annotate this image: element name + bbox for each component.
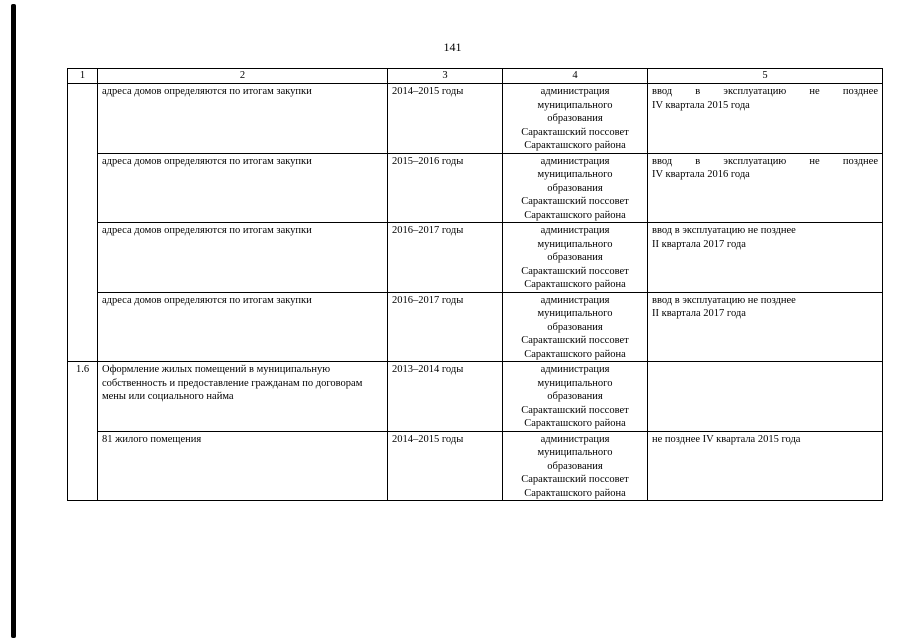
header-col-4: 4 bbox=[503, 69, 648, 84]
header-col-1: 1 bbox=[68, 69, 98, 84]
table-row bbox=[68, 153, 883, 223]
responsible-line: образования bbox=[547, 252, 603, 263]
description-cell: 81 жилого помещения bbox=[98, 431, 388, 501]
description-cell: адреса домов определяются по итогам закупки bbox=[98, 223, 388, 293]
period-cell: 2015–2016 годы bbox=[388, 153, 503, 223]
result-cell bbox=[648, 431, 883, 501]
table-row bbox=[68, 431, 883, 501]
result-cell bbox=[648, 153, 883, 223]
responsible-line: муниципального bbox=[537, 377, 613, 389]
responsible-line: образования bbox=[547, 113, 603, 124]
table-row bbox=[68, 223, 883, 293]
result-line: ввод в эксплуатацию не позднее bbox=[652, 155, 878, 167]
description-cell: адреса домов определяются по итогам закупки bbox=[98, 153, 388, 223]
result-line: ввод в эксплуатацию не позднее bbox=[652, 294, 796, 306]
result-cell bbox=[648, 223, 883, 293]
page-number: 141 bbox=[443, 40, 462, 54]
result-cell bbox=[648, 292, 883, 362]
row-number-cell: 1.6 bbox=[68, 362, 98, 501]
responsible-line: администрация bbox=[540, 294, 610, 306]
responsible-line: муниципального bbox=[537, 99, 613, 111]
result-cell bbox=[648, 362, 883, 432]
responsible-cell bbox=[503, 153, 648, 223]
responsible-line: Саракташского района bbox=[524, 487, 626, 499]
responsible-line: образования bbox=[547, 321, 603, 333]
header-col-2: 2 bbox=[98, 69, 388, 84]
responsible-line: муниципального bbox=[537, 447, 613, 458]
document-table bbox=[67, 68, 883, 501]
table-row bbox=[68, 292, 883, 362]
result-line: ввод в эксплуатацию не позднее bbox=[652, 86, 878, 97]
header-col-3: 3 bbox=[388, 69, 503, 84]
description-cell: адреса домов определяются по итогам закупки bbox=[98, 84, 388, 154]
result-line: ввод в эксплуатацию не позднее bbox=[652, 225, 796, 236]
responsible-line: образования bbox=[547, 182, 603, 194]
header-row bbox=[68, 69, 883, 84]
responsible-line: муниципального bbox=[537, 169, 613, 180]
responsible-line: администрация bbox=[540, 86, 610, 97]
result-line: не позднее IV квартала 2015 года bbox=[652, 433, 801, 445]
responsible-line: Саракташского района bbox=[524, 279, 626, 290]
period-cell: 2016–2017 годы bbox=[388, 223, 503, 293]
responsible-line: Саракташского района bbox=[524, 140, 626, 151]
responsible-cell bbox=[503, 292, 648, 362]
responsible-cell bbox=[503, 84, 648, 154]
responsible-cell bbox=[503, 223, 648, 293]
table-row bbox=[68, 84, 883, 154]
responsible-line: Саракташского района bbox=[524, 348, 626, 360]
responsible-line: Саракташский поссовет bbox=[521, 196, 629, 207]
result-line: II квартала 2017 года bbox=[652, 308, 746, 319]
row-number-cell bbox=[68, 84, 98, 362]
header-col-5: 5 bbox=[648, 69, 883, 84]
responsible-line: муниципального bbox=[537, 238, 613, 250]
responsible-line: администрация bbox=[540, 155, 610, 167]
responsible-line: Саракташский поссовет bbox=[521, 126, 629, 138]
result-line: IV квартала 2016 года bbox=[652, 169, 750, 180]
responsible-line: образования bbox=[547, 391, 603, 402]
period-cell: 2014–2015 годы bbox=[388, 84, 503, 154]
period-cell: 2014–2015 годы bbox=[388, 431, 503, 501]
responsible-line: администрация bbox=[540, 364, 610, 375]
responsible-line: администрация bbox=[540, 225, 610, 236]
period-cell: 2016–2017 годы bbox=[388, 292, 503, 362]
responsible-line: Саракташский поссовет bbox=[521, 474, 629, 485]
period-cell: 2013–2014 годы bbox=[388, 362, 503, 432]
responsible-cell bbox=[503, 362, 648, 432]
responsible-line: администрация bbox=[540, 433, 610, 445]
responsible-line: Саракташский поссовет bbox=[521, 404, 629, 416]
result-line: IV квартала 2015 года bbox=[652, 99, 750, 111]
result-line: II квартала 2017 года bbox=[652, 238, 746, 250]
responsible-line: муниципального bbox=[537, 308, 613, 319]
description-cell: Оформление жилых помещений в муниципальную собственность и предоставление гражданам по договорам мены или социального найма bbox=[98, 362, 388, 432]
result-cell bbox=[648, 84, 883, 154]
responsible-line: Саракташского района bbox=[524, 418, 626, 429]
description-cell: адреса домов определяются по итогам закупки bbox=[98, 292, 388, 362]
responsible-line: Саракташский поссовет bbox=[521, 335, 629, 346]
responsible-line: Саракташский поссовет bbox=[521, 265, 629, 277]
table-row bbox=[68, 362, 883, 432]
responsible-line: образования bbox=[547, 460, 603, 472]
scan-edge-mark bbox=[11, 4, 16, 638]
responsible-line: Саракташского района bbox=[524, 209, 626, 221]
responsible-cell bbox=[503, 431, 648, 501]
